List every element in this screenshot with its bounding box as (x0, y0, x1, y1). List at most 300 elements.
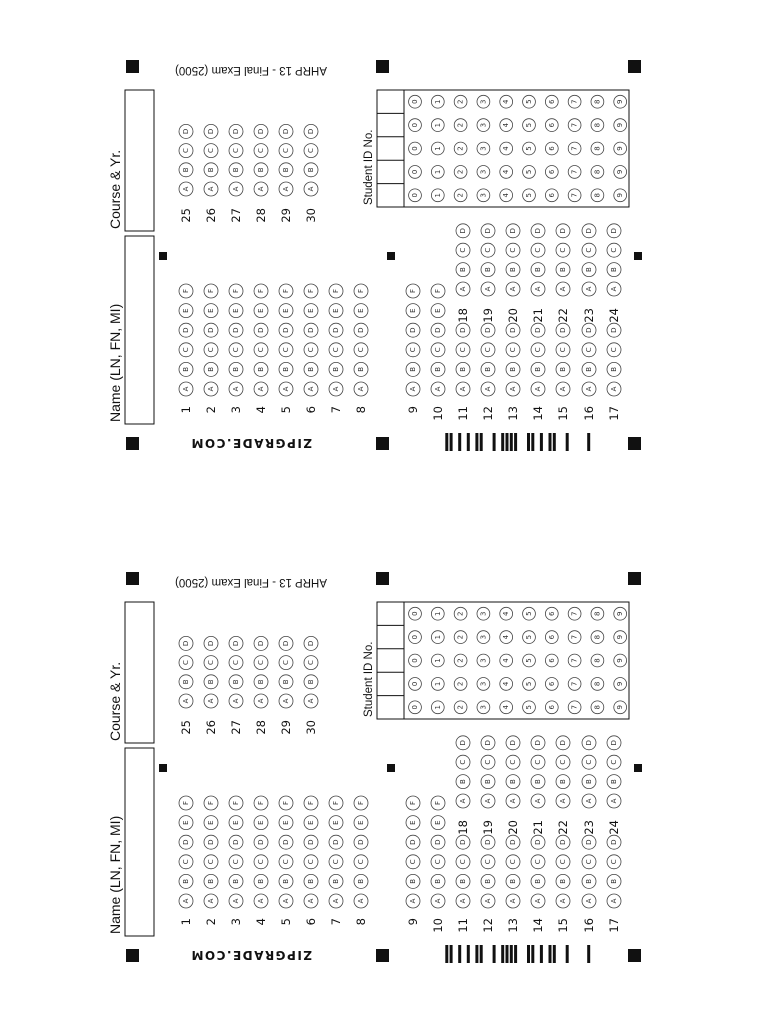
course-box[interactable] (125, 602, 154, 743)
answer-choice-letter: D (282, 327, 290, 333)
answer-choice-letter: A (534, 286, 542, 292)
question-number: 8 (354, 406, 368, 414)
answer-choice-letter: D (434, 839, 442, 845)
student-id-digit: 2 (456, 169, 465, 175)
registration-mark (126, 949, 139, 962)
answer-choice-letter: C (332, 859, 340, 865)
answer-choice-letter: A (459, 286, 467, 292)
student-id-digit: 0 (411, 193, 419, 198)
question-number: 21 (531, 820, 545, 835)
answer-choice-letter: B (585, 779, 593, 785)
answer-choice-letter: B (610, 779, 618, 785)
answer-choice-letter: E (307, 308, 315, 313)
answer-choice-letter: A (332, 386, 340, 392)
barcode-bar (445, 433, 448, 451)
answer-choice-letter: A (459, 798, 467, 804)
student-id-digit: 2 (456, 681, 465, 687)
student-id-digit: 6 (547, 705, 556, 710)
answer-choice-letter: D (307, 128, 315, 135)
answer-choice-letter: A (484, 898, 492, 904)
answer-choice-letter: D (509, 327, 517, 333)
answer-choice-letter: D (534, 839, 542, 845)
answer-choice-letter: C (534, 859, 542, 865)
answer-choice-letter: D (307, 327, 315, 333)
student-id-digit: 4 (502, 193, 511, 198)
answer-choice-letter: D (232, 640, 240, 647)
question-number: 7 (329, 918, 343, 926)
answer-choice-letter: C (357, 859, 365, 865)
answer-choice-letter: D (459, 228, 467, 234)
answer-choice-letter: C (207, 859, 215, 865)
question-number: 9 (406, 918, 420, 926)
exam-title: AHRP 13 - Final Exam (2500) (175, 64, 327, 76)
student-id-digit: 1 (433, 681, 442, 687)
question-number: 6 (304, 918, 318, 926)
answer-choice-letter: A (182, 186, 190, 192)
question-number: 24 (607, 820, 621, 835)
student-id-digit: 5 (525, 99, 533, 104)
question-number: 6 (304, 406, 318, 414)
answer-choice-letter: A (332, 898, 340, 904)
answer-choice-letter: D (585, 740, 593, 746)
alignment-mark (159, 252, 167, 260)
answer-choice-letter: A (509, 798, 517, 804)
barcode-bar (531, 433, 534, 451)
student-id-label: Student ID No. (363, 129, 375, 205)
answer-choice-letter: A (484, 798, 492, 804)
student-id-digit: 3 (479, 193, 488, 198)
student-id-digit: 2 (456, 122, 465, 128)
answer-choice-letter: C (509, 247, 517, 253)
answer-choice-letter: D (307, 839, 315, 845)
name-box[interactable] (125, 748, 154, 936)
answer-choice-letter: C (484, 347, 492, 353)
answer-choice-letter: D (409, 327, 417, 333)
student-id-digit: 7 (570, 169, 579, 175)
answer-choice-letter: C (282, 347, 290, 353)
question-number: 20 (506, 308, 520, 323)
student-id-digit: 6 (547, 611, 556, 616)
answer-choice-letter: A (232, 386, 240, 392)
answer-choice-letter: F (282, 288, 290, 294)
student-id-digit: 3 (479, 611, 488, 616)
answer-choice-letter: C (232, 347, 240, 353)
answer-choice-letter: C (434, 859, 442, 865)
answer-choice-letter: B (459, 878, 467, 884)
answer-choice-letter: D (509, 228, 517, 234)
answer-choice-letter: B (585, 878, 593, 884)
answer-choice-letter: F (332, 288, 340, 294)
answer-choice-letter: B (307, 878, 315, 884)
answer-choice-letter: B (559, 366, 567, 372)
student-id-digit: 3 (479, 658, 488, 663)
answer-choice-letter: C (282, 660, 290, 666)
barcode-bar (566, 945, 569, 963)
student-id-digit: 4 (502, 122, 511, 128)
answer-choice-letter: C (257, 148, 265, 154)
answer-choice-letter: C (459, 347, 467, 353)
question-number: 10 (431, 918, 445, 933)
answer-choice-letter: A (484, 386, 492, 392)
answer-choice-letter: D (610, 327, 618, 333)
answer-choice-letter: D (459, 740, 467, 746)
student-id-digit: 0 (411, 99, 419, 104)
answer-choice-letter: B (282, 366, 290, 372)
question-number: 1 (179, 918, 193, 926)
student-id-digit: 1 (433, 611, 442, 616)
registration-mark (628, 60, 641, 73)
answer-choice-letter: B (182, 167, 190, 173)
answer-choice-letter: A (357, 898, 365, 904)
answer-choice-letter: C (559, 759, 567, 765)
question-number: 9 (406, 406, 420, 414)
question-number: 26 (204, 208, 218, 223)
answer-choice-letter: B (585, 366, 593, 372)
answer-choice-letter: E (282, 308, 290, 313)
question-number: 5 (279, 918, 293, 926)
answer-choice-letter: E (332, 820, 340, 825)
question-number: 26 (204, 720, 218, 735)
answer-choice-letter: B (534, 366, 542, 372)
barcode-bar (506, 945, 509, 963)
answer-choice-letter: D (332, 327, 340, 333)
question-number: 11 (456, 406, 470, 421)
alignment-mark (634, 252, 642, 260)
answer-choice-letter: D (182, 327, 190, 333)
student-id-digit: 2 (456, 611, 465, 616)
question-number: 12 (481, 406, 495, 421)
alignment-mark (387, 764, 395, 772)
barcode-bar (450, 945, 453, 963)
answer-choice-letter: C (182, 859, 190, 865)
student-id-digit: 6 (547, 122, 556, 128)
student-id-digit: 7 (570, 658, 579, 663)
answer-choice-letter: E (207, 308, 215, 313)
answer-choice-letter: B (509, 878, 517, 884)
question-number: 23 (582, 820, 596, 835)
answer-choice-letter: A (307, 698, 315, 704)
answer-choice-letter: D (332, 839, 340, 845)
question-number: 22 (556, 820, 570, 835)
answer-choice-letter: D (534, 740, 542, 746)
barcode-bar (501, 945, 504, 963)
answer-choice-letter: A (357, 386, 365, 392)
answer-choice-letter: B (232, 366, 240, 372)
course-box[interactable] (125, 90, 154, 231)
answer-choice-letter: A (409, 386, 417, 392)
answer-choice-letter: D (534, 327, 542, 333)
question-number: 27 (229, 208, 243, 223)
registration-mark (628, 437, 641, 450)
answer-choice-letter: C (282, 859, 290, 865)
answer-choice-letter: C (409, 347, 417, 353)
student-id-digit: 6 (547, 193, 556, 198)
answer-choice-letter: E (357, 820, 365, 825)
student-id-digit: 8 (593, 634, 602, 640)
student-id-digit: 5 (525, 611, 533, 616)
student-id-label: Student ID No. (363, 641, 375, 717)
answer-choice-letter: B (257, 679, 265, 685)
question-number: 4 (254, 918, 268, 926)
barcode-bar (510, 945, 513, 963)
answer-choice-letter: A (207, 898, 215, 904)
answer-choice-letter: D (257, 839, 265, 845)
answer-choice-letter: A (207, 386, 215, 392)
student-id-digit: 3 (479, 634, 488, 640)
answer-choice-letter: B (257, 878, 265, 884)
answer-choice-letter: A (232, 698, 240, 704)
question-number: 28 (254, 720, 268, 735)
answer-choice-letter: D (232, 327, 240, 333)
question-number: 24 (607, 308, 621, 323)
brand-logo-text: ZIPGRADE.COM (189, 436, 313, 450)
answer-choice-letter: A (534, 798, 542, 804)
student-id-digit: 9 (616, 681, 625, 687)
answer-choice-letter: B (409, 878, 417, 884)
answer-choice-letter: B (232, 878, 240, 884)
answer-choice-letter: D (484, 228, 492, 234)
answer-choice-letter: B (232, 167, 240, 173)
answer-choice-letter: F (182, 800, 190, 806)
answer-choice-letter: A (585, 898, 593, 904)
question-number: 8 (354, 918, 368, 926)
question-number: 23 (582, 308, 596, 323)
answer-choice-letter: C (610, 347, 618, 353)
answer-choice-letter: D (610, 839, 618, 845)
student-id-digit: 9 (616, 146, 625, 151)
barcode-bar (527, 433, 530, 451)
answer-choice-letter: C (357, 347, 365, 353)
barcode-bar (514, 945, 517, 963)
registration-mark (376, 437, 389, 450)
student-id-digit: 4 (502, 146, 511, 151)
question-number: 10 (431, 406, 445, 421)
answer-choice-letter: A (559, 386, 567, 392)
answer-choice-letter: C (232, 859, 240, 865)
answer-choice-letter: E (282, 820, 290, 825)
answer-choice-letter: D (207, 327, 215, 333)
answer-choice-letter: A (484, 286, 492, 292)
answer-choice-letter: D (559, 740, 567, 746)
student-id-digit: 2 (456, 193, 465, 198)
answer-choice-letter: C (585, 247, 593, 253)
answer-choice-letter: C (207, 347, 215, 353)
question-number: 7 (329, 406, 343, 414)
answer-choice-letter: B (459, 779, 467, 785)
question-number: 22 (556, 308, 570, 323)
student-id-digit: 5 (525, 122, 533, 128)
student-id-digit: 2 (456, 705, 465, 710)
student-id-digit: 6 (547, 634, 556, 640)
answer-choice-letter: B (282, 679, 290, 685)
answer-choice-letter: A (610, 898, 618, 904)
answer-choice-letter: A (585, 386, 593, 392)
answer-choice-letter: C (332, 347, 340, 353)
barcode-bar (566, 433, 569, 451)
answer-choice-letter: C (232, 148, 240, 154)
answer-choice-letter: A (610, 286, 618, 292)
student-id-digit: 9 (616, 193, 625, 198)
exam-title: AHRP 13 - Final Exam (2500) (175, 576, 327, 588)
answer-choice-letter: C (559, 247, 567, 253)
answer-choice-letter: D (282, 128, 290, 135)
answer-choice-letter: A (282, 386, 290, 392)
answer-choice-letter: A (282, 186, 290, 192)
student-id-digit: 7 (570, 634, 579, 640)
answer-choice-letter: B (610, 267, 618, 273)
student-id-digit: 9 (616, 122, 625, 128)
barcode-bar (527, 945, 530, 963)
answer-choice-letter: D (282, 839, 290, 845)
student-id-digit: 5 (525, 146, 533, 151)
answer-choice-letter: F (257, 288, 265, 294)
answer-choice-letter: E (232, 820, 240, 825)
barcode-bar (480, 945, 483, 963)
answer-choice-letter: B (434, 366, 442, 372)
answer-choice-letter: A (434, 898, 442, 904)
question-number: 15 (556, 406, 570, 421)
student-id-digit: 9 (616, 634, 625, 640)
answer-choice-letter: C (459, 759, 467, 765)
student-id-digit: 4 (502, 705, 511, 710)
question-number: 21 (531, 308, 545, 323)
barcode-bar (493, 433, 496, 451)
answer-choice-letter: F (357, 288, 365, 294)
student-id-digit: 0 (411, 169, 419, 175)
student-id-digit: 4 (502, 611, 511, 616)
answer-choice-letter: E (434, 820, 442, 825)
answer-choice-letter: D (232, 839, 240, 845)
answer-choice-letter: A (509, 898, 517, 904)
barcode-bar (553, 433, 556, 451)
answer-choice-letter: E (332, 308, 340, 313)
answer-choice-letter: D (559, 839, 567, 845)
answer-choice-letter: E (307, 820, 315, 825)
answer-sheet-1 (107, 60, 642, 451)
answer-choice-letter: E (434, 308, 442, 313)
student-id-digit: 8 (593, 193, 602, 198)
registration-mark (126, 437, 139, 450)
student-id-digit: 0 (411, 122, 419, 128)
student-id-digit: 8 (593, 169, 602, 175)
question-number: 2 (204, 406, 218, 414)
student-id-digit: 6 (547, 169, 556, 175)
question-number: 25 (179, 720, 193, 735)
student-id-digit: 7 (570, 99, 579, 104)
barcode-bar (549, 433, 552, 451)
question-number: 13 (506, 406, 520, 421)
student-id-digit: 6 (547, 99, 556, 104)
student-id-digit: 8 (593, 122, 602, 128)
question-number: 29 (279, 208, 293, 223)
answer-choice-letter: C (207, 148, 215, 154)
answer-choice-letter: D (509, 839, 517, 845)
answer-choice-letter: E (257, 308, 265, 313)
answer-choice-letter: D (257, 327, 265, 333)
student-id-digit: 7 (570, 611, 579, 616)
answer-choice-letter: E (207, 820, 215, 825)
answer-choice-letter: C (534, 759, 542, 765)
answer-choice-letter: C (459, 247, 467, 253)
student-id-digit: 0 (411, 146, 419, 151)
answer-choice-letter: F (257, 800, 265, 806)
answer-choice-letter: B (484, 878, 492, 884)
question-number: 3 (229, 918, 243, 926)
answer-choice-letter: B (182, 366, 190, 372)
answer-choice-letter: C (182, 347, 190, 353)
student-id-digit: 3 (479, 705, 488, 710)
name-box[interactable] (125, 236, 154, 424)
question-number: 16 (582, 406, 596, 421)
answer-choice-letter: B (509, 267, 517, 273)
answer-choice-letter: B (559, 267, 567, 273)
answer-choice-letter: C (610, 759, 618, 765)
alignment-mark (387, 252, 395, 260)
answer-choice-letter: D (409, 839, 417, 845)
answer-choice-letter: D (484, 327, 492, 333)
answer-choice-letter: B (559, 878, 567, 884)
answer-choice-letter: D (459, 327, 467, 333)
question-number: 29 (279, 720, 293, 735)
student-id-digit: 3 (479, 681, 488, 687)
answer-choice-letter: C (307, 148, 315, 154)
answer-choice-letter: A (509, 286, 517, 292)
answer-choice-letter: A (559, 798, 567, 804)
student-id-digit: 1 (433, 705, 442, 710)
question-number: 4 (254, 406, 268, 414)
question-number: 14 (531, 918, 545, 933)
barcode-bar (510, 433, 513, 451)
answer-choice-letter: D (182, 128, 190, 135)
answer-choice-letter: D (182, 640, 190, 647)
student-id-digit: 8 (593, 146, 602, 151)
answer-choice-letter: A (434, 386, 442, 392)
barcode-bar (467, 945, 470, 963)
answer-choice-letter: C (610, 247, 618, 253)
question-number: 20 (506, 820, 520, 835)
answer-choice-letter: A (182, 698, 190, 704)
answer-choice-letter: C (509, 859, 517, 865)
question-number: 13 (506, 918, 520, 933)
answer-choice-letter: B (357, 878, 365, 884)
answer-choice-letter: A (207, 698, 215, 704)
answer-choice-letter: A (207, 186, 215, 192)
answer-sheet-2 (107, 572, 642, 963)
answer-choice-letter: B (207, 366, 215, 372)
answer-choice-letter: F (307, 288, 315, 294)
registration-mark (376, 572, 389, 585)
answer-choice-letter: A (307, 898, 315, 904)
student-id-digit: 0 (411, 611, 419, 616)
student-id-digit: 9 (616, 99, 625, 104)
answer-choice-letter: C (534, 347, 542, 353)
answer-choice-letter: A (610, 386, 618, 392)
answer-choice-letter: C (509, 759, 517, 765)
question-number: 19 (481, 308, 495, 323)
student-id-digit: 1 (433, 99, 442, 104)
answer-choice-letter: D (282, 640, 290, 647)
answer-choice-letter: F (357, 800, 365, 806)
answer-choice-letter: E (409, 820, 417, 825)
answer-choice-letter: A (257, 186, 265, 192)
student-id-digit: 5 (525, 705, 533, 710)
answer-choice-letter: D (610, 740, 618, 746)
answer-choice-letter: B (282, 167, 290, 173)
alignment-mark (159, 764, 167, 772)
answer-choice-letter: D (484, 839, 492, 845)
answer-choice-letter: B (332, 878, 340, 884)
question-number: 14 (531, 406, 545, 421)
